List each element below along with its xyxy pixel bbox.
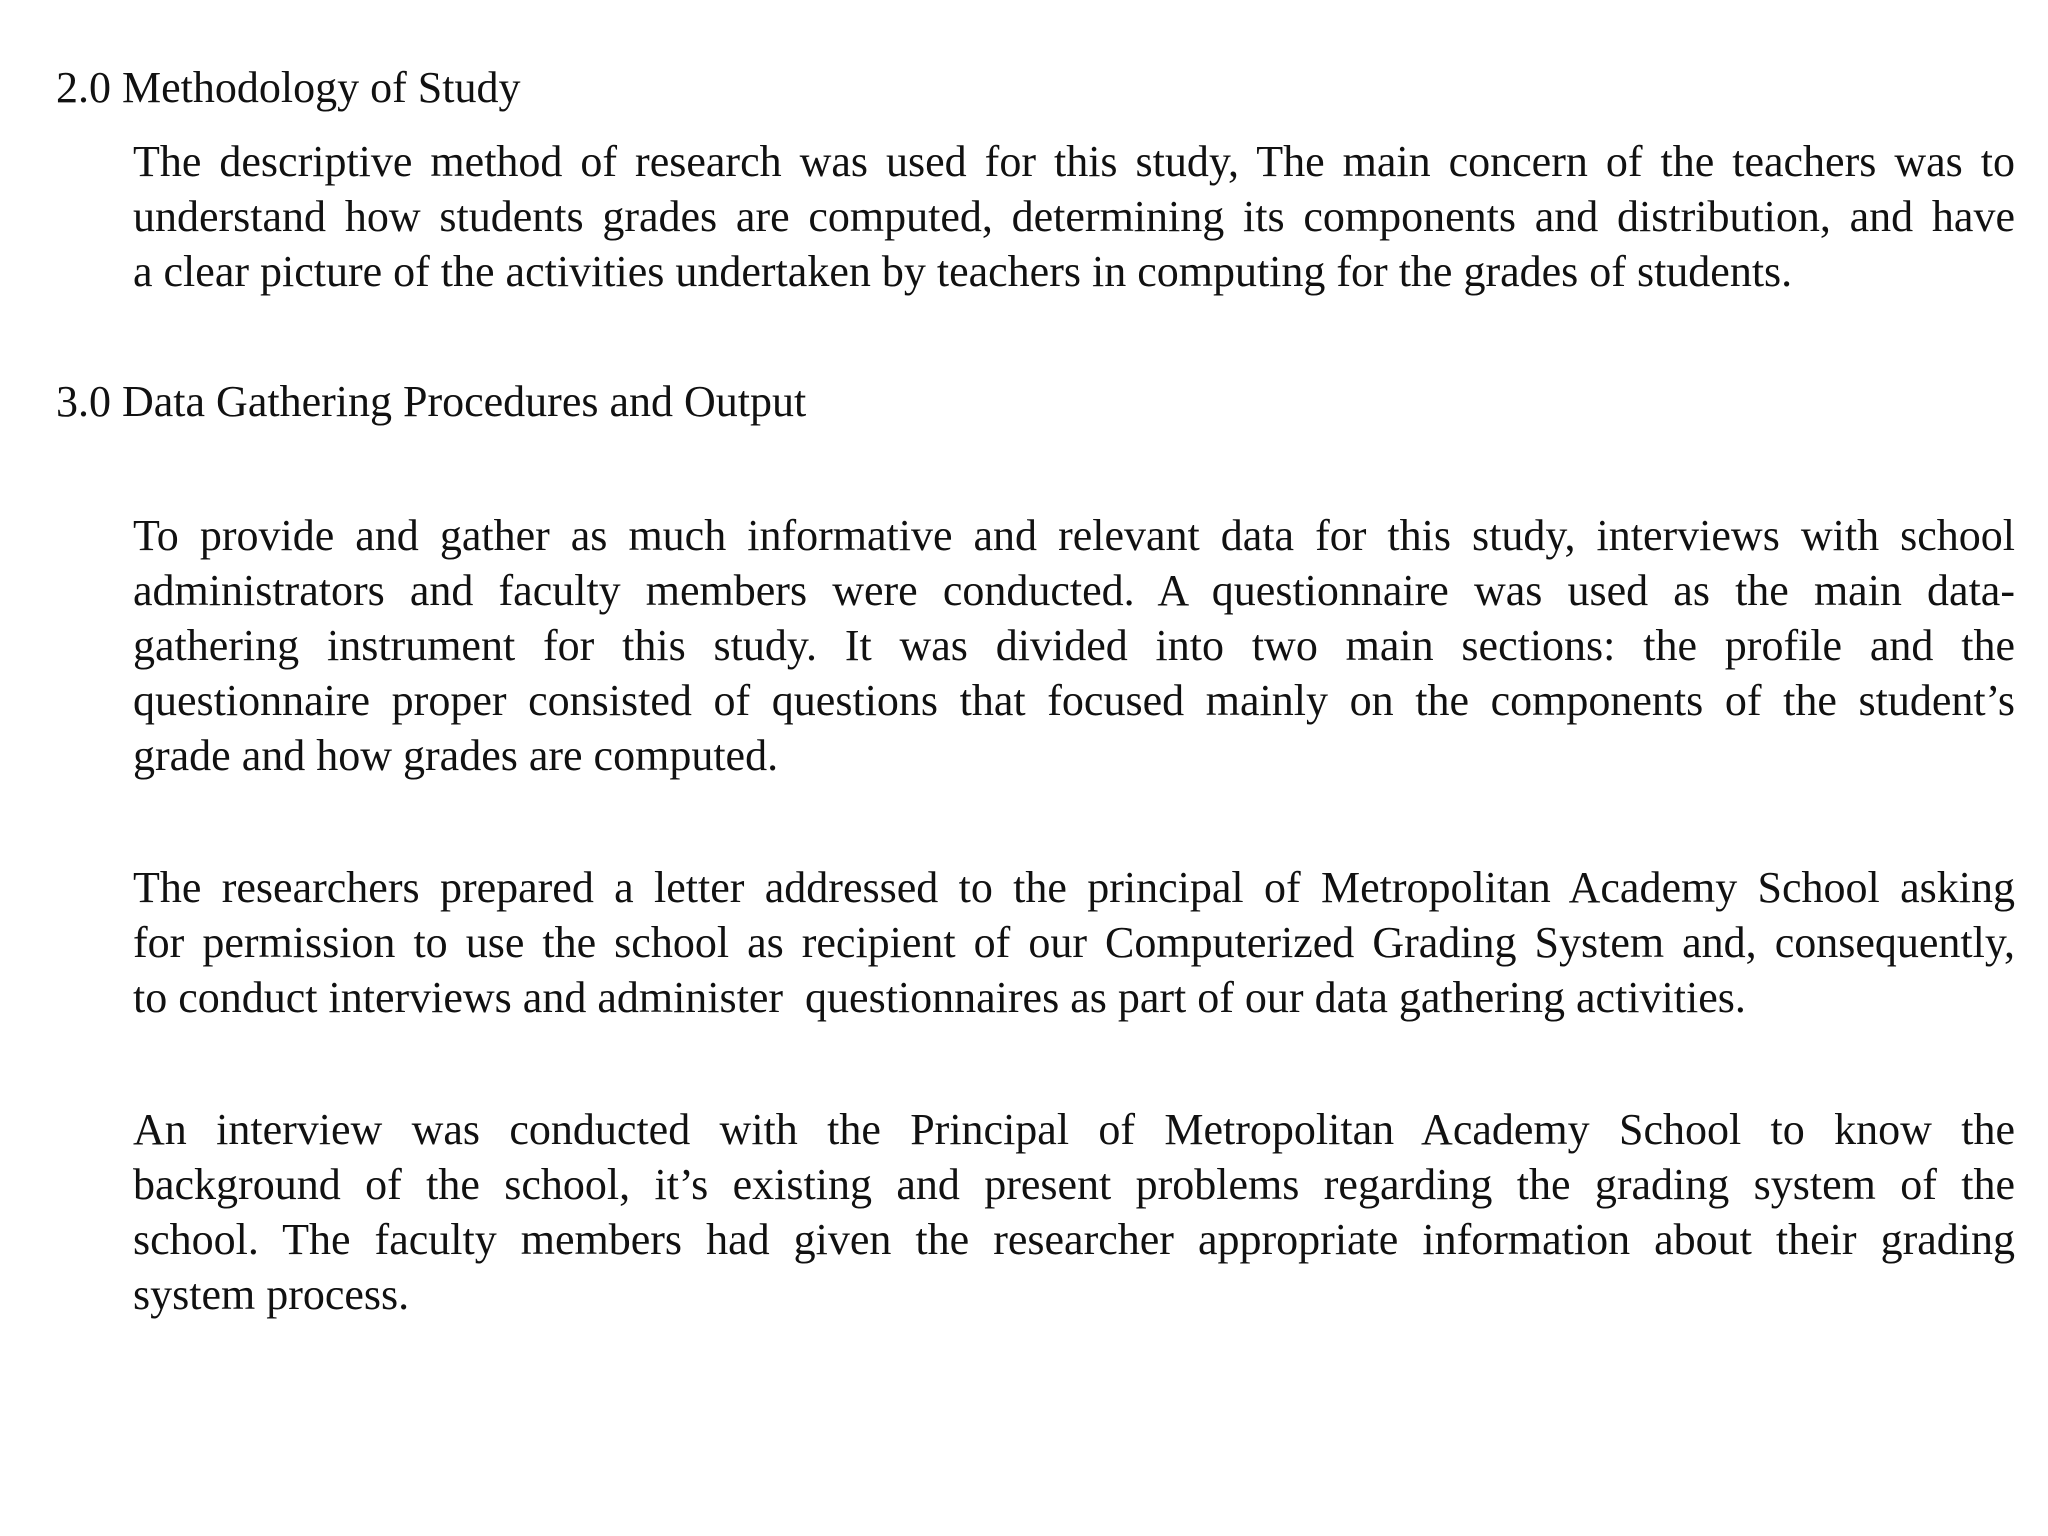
text-line: administrators and faculty members were conducted. A questionnaire was used as the main data- [133,566,2015,615]
text-line: To provide and gather as much informative and relevant data for this study, interviews with school [133,511,2015,560]
text-line: a clear picture of the activities undertaken by teachers in computing for the grades of students. [133,247,1793,296]
text-line: gathering instrument for this study. It was divided into two main sections: the profile and the [133,621,2015,670]
text-line: school. The faculty members had given the researcher appropriate information about their grading [133,1215,2015,1264]
paragraph-letter-to-principal [133,860,2015,1025]
text-line: grade and how grades are computed. [133,731,779,780]
text-line: background of the school, it’s existing and present problems regarding the grading system of the [133,1160,2015,1209]
text-line: An interview was conducted with the Principal of Metropolitan Academy School to know the [133,1105,2015,1154]
text-line: for permission to use the school as recipient of our Computerized Grading System and, consequently, [133,918,2015,967]
text-line: system process. [133,1270,410,1319]
text-line: The descriptive method of research was used for this study, The main concern of the teachers was to [133,137,2015,186]
text-line: questionnaire proper consisted of questions that focused mainly on the components of the student’s [133,676,2015,725]
paragraph-principal-interview [133,1102,2015,1322]
section-heading-data-gathering: 3.0 Data Gathering Procedures and Output [56,377,807,426]
text-line: The researchers prepared a letter addressed to the principal of Metropolitan Academy School asking [133,863,2015,912]
paragraph-interviews-questionnaire [133,508,2015,783]
text-line: understand how students grades are computed, determining its components and distribution, and have [133,192,2015,241]
paragraph-methodology [133,134,2015,299]
section-heading-methodology: 2.0 Methodology of Study [56,63,521,112]
text-line: to conduct interviews and administer questionnaires as part of our data gathering activities. [133,973,1746,1022]
